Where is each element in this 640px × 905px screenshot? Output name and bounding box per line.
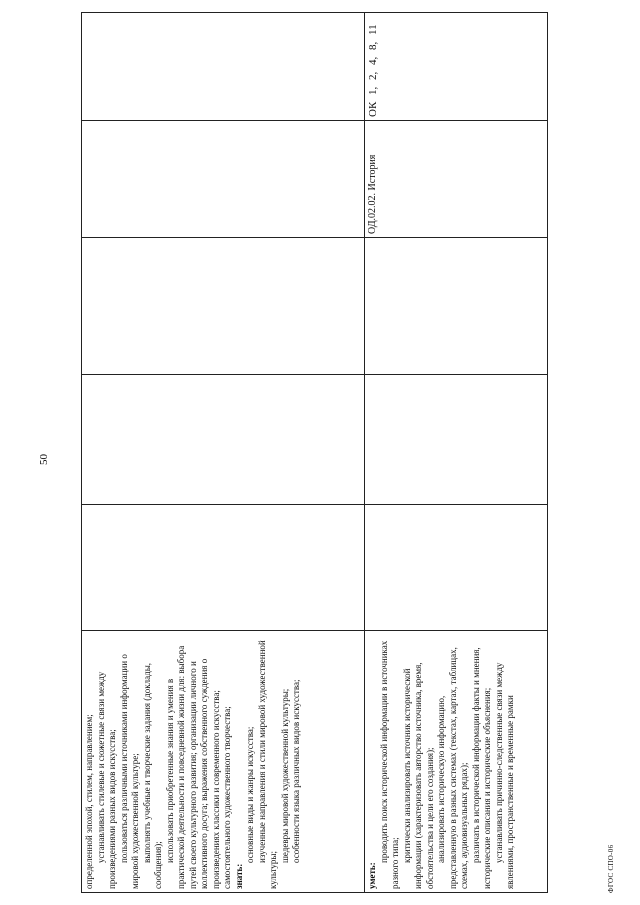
standards-table xyxy=(81,12,548,893)
table-row xyxy=(82,13,365,893)
empty-cell xyxy=(82,238,365,375)
empty-cell xyxy=(365,238,548,375)
requirements-cell xyxy=(365,631,548,893)
competence-codes-cell xyxy=(82,13,365,121)
requirement-item: выполнять учебные и творческие задания (доклады, сообщения); xyxy=(141,662,164,889)
subject-cell xyxy=(365,121,548,238)
empty-cell xyxy=(365,375,548,505)
requirement-item: устанавливать причинно-следственные связи между явлениями, пространственные и временные рамки xyxy=(493,662,516,889)
requirements-text xyxy=(84,634,303,889)
section-heading: уметь: xyxy=(367,862,377,889)
requirement-item: изученные направления и стили мировой художественной культуры; xyxy=(256,640,279,889)
requirement-item: пользоваться различными источниками информации о мировой художественной культуре; xyxy=(118,654,141,889)
requirement-item: особенности языка различных видов искусства; xyxy=(291,679,302,863)
requirement-item: устанавливать стилевые и сюжетные связи между произведениями разных видов искусства; xyxy=(95,671,118,889)
requirements-cell xyxy=(82,631,365,893)
requirement-item: различать в исторической информации факты и мнения, исторические описания и исторические объяснения; xyxy=(470,647,493,889)
subject-cell xyxy=(82,121,365,238)
competence-codes-cell xyxy=(365,13,548,121)
page-number: 50 xyxy=(38,454,50,465)
requirement-item: критически анализировать источник исторической информации (характеризовать авторство источника, время, обстоятельства и цели его создания); xyxy=(401,662,435,889)
section-heading: знать: xyxy=(233,863,244,889)
subject-name: ОД.02.02. История xyxy=(367,154,378,234)
competence-codes: ОК 1, 2, 4, 8, 11 xyxy=(367,24,379,117)
empty-cell xyxy=(82,375,365,505)
table-row xyxy=(365,13,548,893)
footer-document-code: ФГОС СПО-06 xyxy=(607,844,615,893)
requirement-item: основные виды и жанры искусства; xyxy=(245,726,256,863)
empty-cell xyxy=(365,505,548,631)
requirement-item: использовать приобретенные знания и умения в практической деятельности и повседневной жизни для: выбора путей своего культурного развития; организации личного и коллективного досуга; выражения собственного суждения о произведениях классики и современного искусства; самостоятельного художественного творчества; xyxy=(164,645,233,889)
empty-cell xyxy=(82,505,365,631)
requirement-item: проводить поиск исторической информации в источниках разного типа; xyxy=(378,640,401,889)
requirement-item: анализировать историческую информацию, представленную в разных системах (текстах, картах, таблицах, схемах, аудиовизуальных рядах); xyxy=(436,647,470,889)
requirements-text xyxy=(367,634,517,889)
requirement-item: шедевры мировой художественной культуры; xyxy=(279,688,290,863)
requirement-item: определенной эпохой, стилем, направлением; xyxy=(84,714,94,889)
